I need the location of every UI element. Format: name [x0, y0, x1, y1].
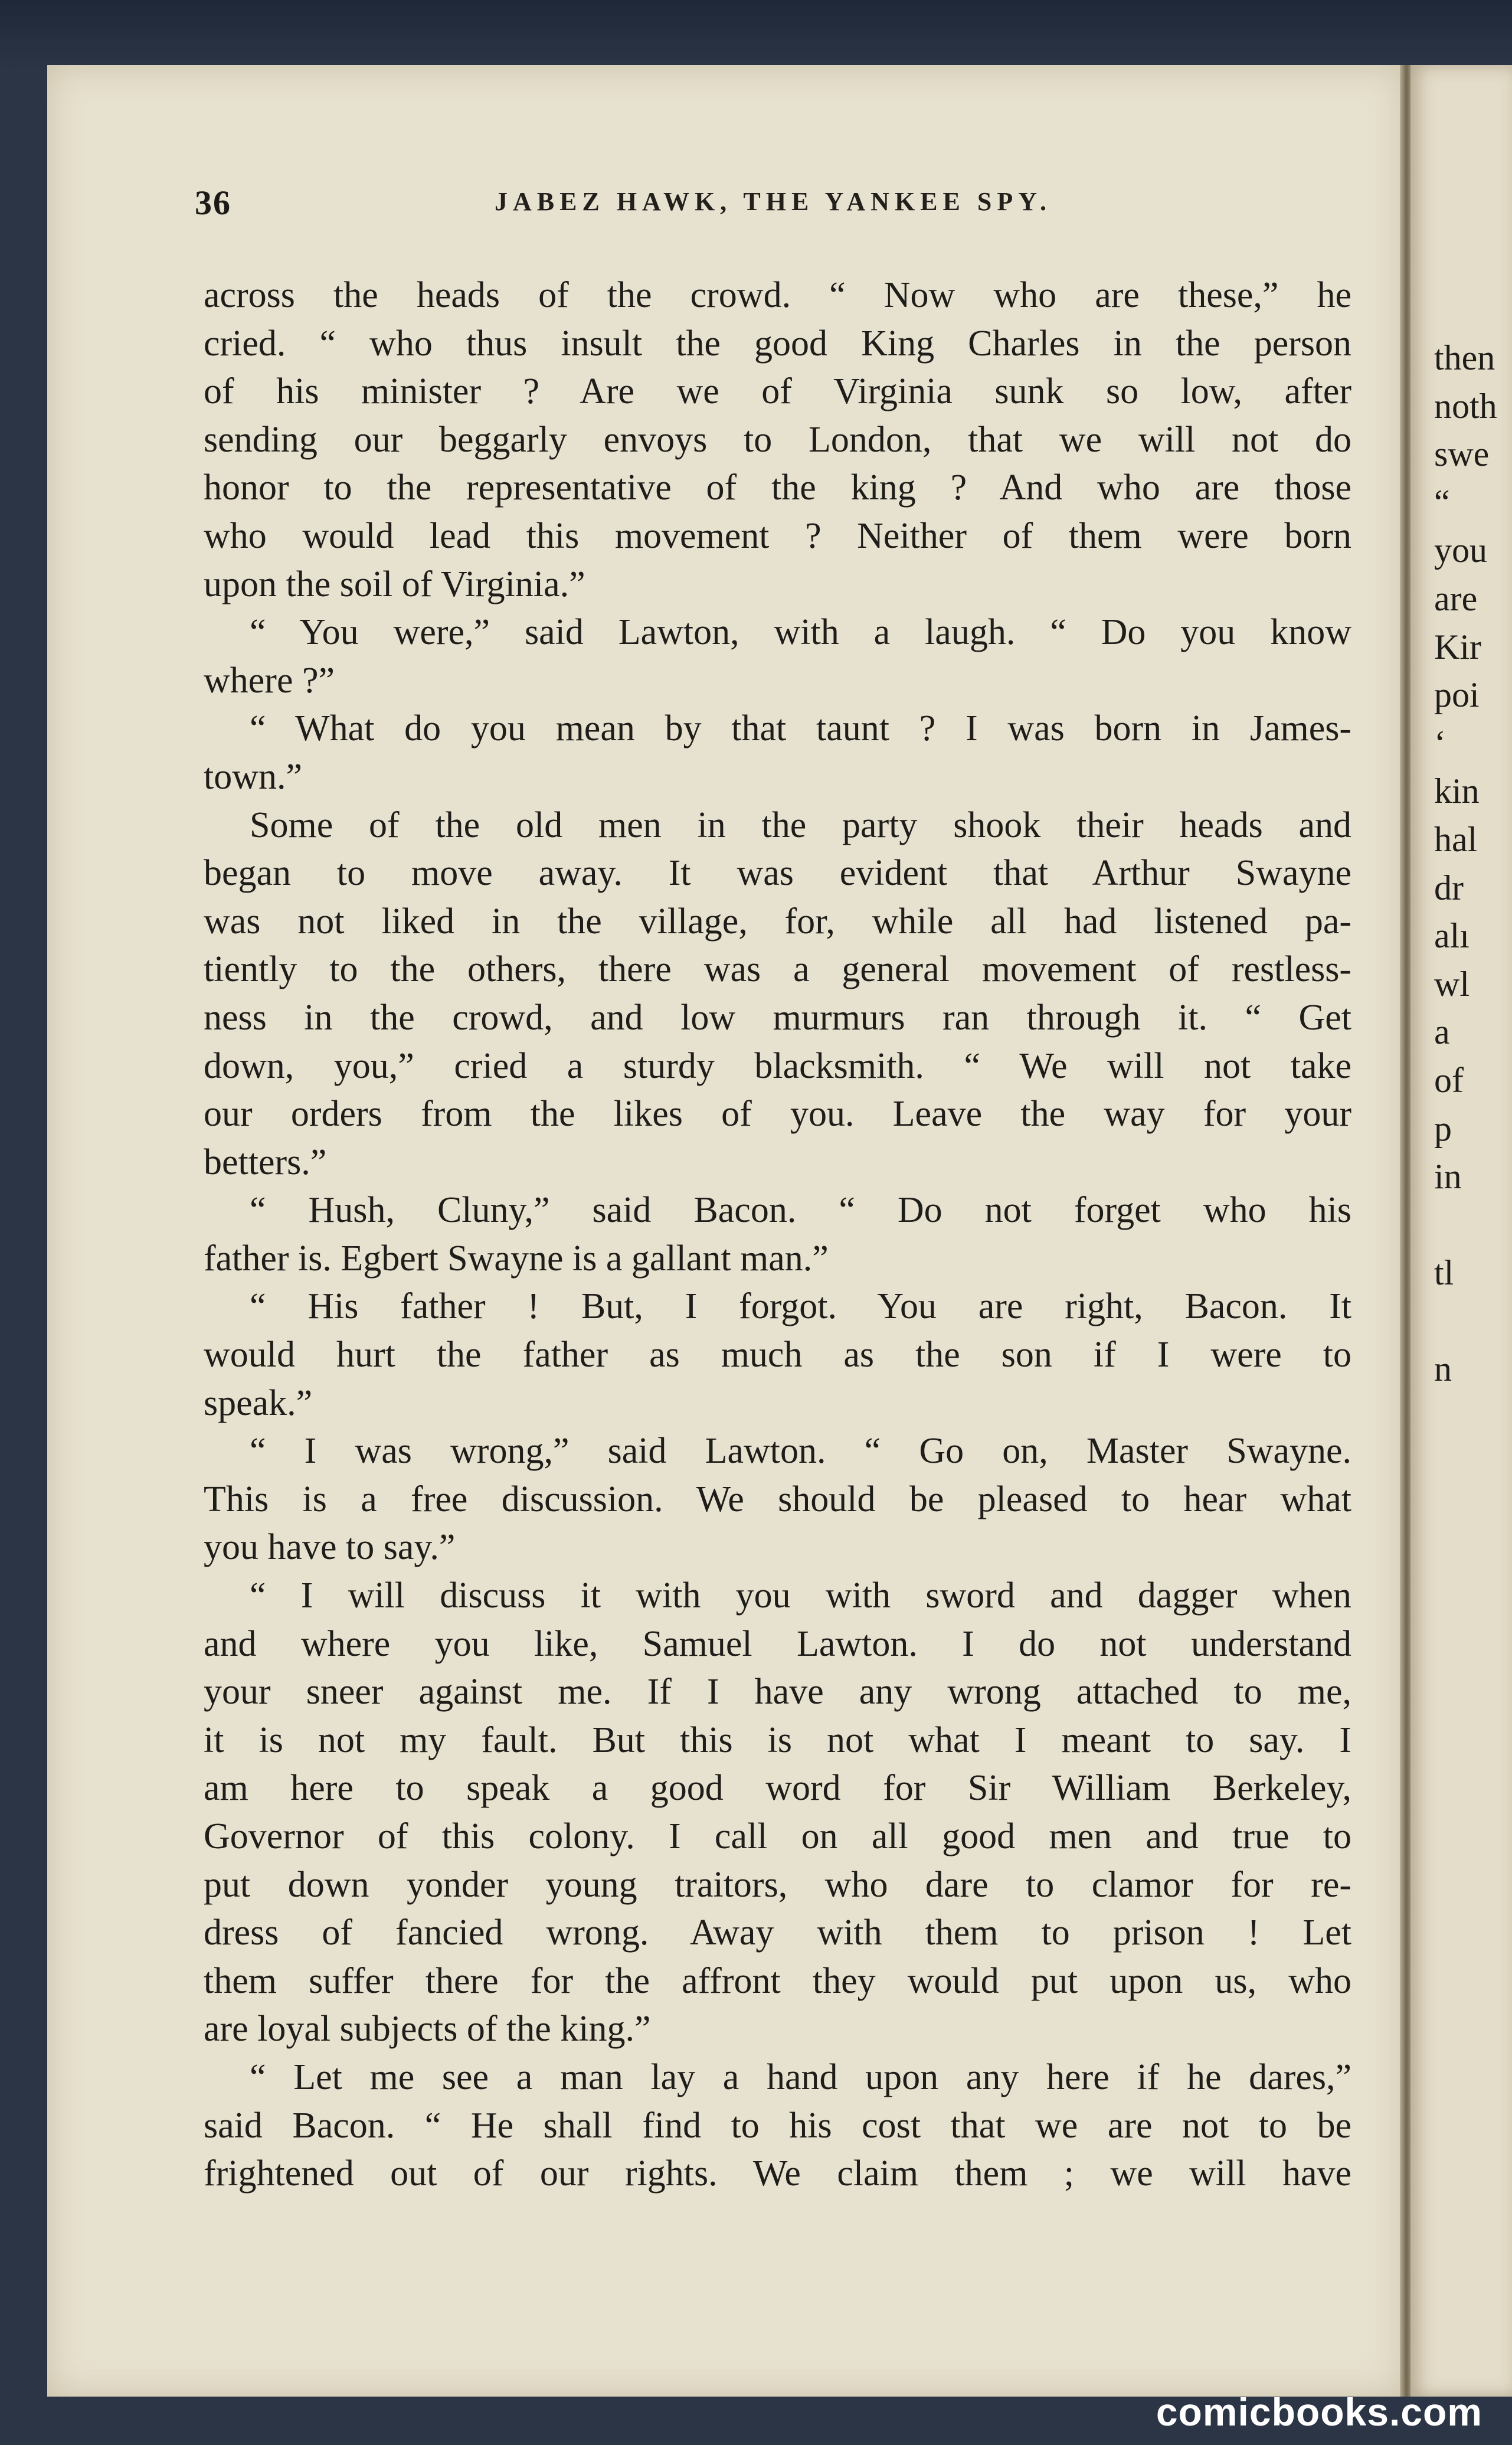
text-line: our orders from the likes of you. Leave the way for your [204, 1094, 1351, 1135]
adjacent-text-fragment [1434, 2068, 1512, 2116]
adjacent-text-fragment [1434, 1875, 1512, 1924]
adjacent-text-fragment [1434, 1683, 1512, 1731]
adjacent-text-fragment: then [1434, 338, 1495, 377]
adjacent-page-text [1434, 334, 1512, 2261]
adjacent-text-fragment: “ [1434, 482, 1450, 522]
text-line: “ His father ! But, I forgot. You are right, Bacon. It [250, 1286, 1351, 1327]
watermark: comicbooks.com [1156, 2390, 1482, 2434]
text-line: “ You were,” said Lawton, with a laugh. “ Do you know [250, 612, 1351, 653]
adjacent-text-fragment: hal [1434, 819, 1478, 859]
text-line: said Bacon. “ He shall find to his cost that we are not to be [204, 2105, 1351, 2146]
adjacent-text-fragment [1434, 1394, 1512, 1442]
text-line: town.” [204, 756, 303, 797]
adjacent-text-fragment: p [1434, 1109, 1452, 1148]
text-line: your sneer against me. If I have any wrong attached to me, [204, 1672, 1351, 1712]
text-line: “ Hush, Cluny,” said Bacon. “ Do not forget who his [250, 1190, 1351, 1231]
adjacent-text-fragment [1434, 2116, 1512, 2165]
text-line: “ I was wrong,” said Lawton. “ Go on, Master Swayne. [250, 1431, 1351, 1472]
text-line: would hurt the father as much as the son if I were to [204, 1335, 1351, 1375]
adjacent-text-fragment [1434, 1924, 1512, 1972]
text-line: honor to the representative of the king ? And who are those [204, 468, 1351, 508]
adjacent-text-fragment [1434, 1731, 1512, 1779]
text-line: tiently to the others, there was a general movement of restless- [204, 949, 1351, 990]
adjacent-text-fragment: you [1434, 531, 1487, 570]
running-title: JABEZ HAWK, THE YANKEE SPY. [495, 187, 1052, 216]
text-line: you have to say.” [204, 1527, 456, 1568]
body-text [204, 272, 1351, 2198]
adjacent-text-fragment [1434, 1586, 1512, 1635]
adjacent-text-fragment: wl [1434, 964, 1470, 1004]
text-line: of his minister ? Are we of Virginia sunk so low, after [204, 371, 1351, 412]
adjacent-text-fragment: Kir [1434, 627, 1481, 666]
adjacent-text-fragment [1434, 1538, 1512, 1587]
text-line: This is a free discussion. We should be pleased to hear what [204, 1479, 1351, 1519]
adjacent-text-fragment [1434, 2020, 1512, 2068]
text-line: dress of fancied wrong. Away with them to prison ! Let [204, 1913, 1351, 1953]
adjacent-page [1410, 65, 1512, 2397]
adjacent-text-fragment: alı [1434, 916, 1470, 956]
adjacent-text-fragment: ‘ [1434, 723, 1446, 763]
text-line: ness in the crowd, and low murmurs ran through it. “ Get [204, 997, 1351, 1038]
adjacent-text-fragment [1434, 1201, 1512, 1250]
text-line: Some of the old men in the party shook their heads and [250, 805, 1351, 845]
text-line: betters.” [204, 1142, 327, 1182]
adjacent-text-fragment: of [1434, 1060, 1464, 1100]
text-line: “ I will discuss it with you with sword and dagger when [250, 1575, 1351, 1616]
text-line: who would lead this movement ? Neither of them were born [204, 515, 1351, 556]
background-edge [0, 0, 1512, 71]
text-line: across the heads of the crowd. “ Now who are these,” he [204, 275, 1351, 315]
adjacent-text-fragment: kin [1434, 772, 1480, 811]
text-line: it is not my fault. But this is not what I meant to say. I [204, 1720, 1351, 1760]
adjacent-text-fragment: poi [1434, 675, 1480, 715]
text-line: speak.” [204, 1382, 313, 1423]
text-line: sending our beggarly envoys to London, that we will not do [204, 419, 1351, 460]
adjacent-text-fragment: are [1434, 578, 1478, 618]
adjacent-text-fragment: n [1434, 1349, 1452, 1389]
adjacent-text-fragment [1434, 2165, 1512, 2213]
text-line: and where you like, Samuel Lawton. I do not understand [204, 1623, 1351, 1664]
text-line: was not liked in the village, for, while all had listened pa- [204, 901, 1351, 942]
text-line: are loyal subjects of the king.” [204, 2009, 651, 2050]
text-line: upon the soil of Virginia.” [204, 564, 585, 604]
text-line: cried. “ who thus insult the good King Charles in the person [204, 323, 1351, 364]
text-line: began to move away. It was evident that Arthur Swayne [204, 853, 1351, 894]
text-line: where ?” [204, 660, 335, 701]
adjacent-text-fragment [1434, 1779, 1512, 1828]
adjacent-text-fragment: dr [1434, 868, 1464, 907]
adjacent-text-fragment [1434, 1442, 1512, 1490]
text-line: “ Let me see a man lay a hand upon any here if he dares,” [250, 2057, 1351, 2097]
adjacent-text-fragment [1434, 1827, 1512, 1875]
adjacent-text-fragment [1434, 1297, 1512, 1346]
adjacent-text-fragment: a [1434, 1012, 1450, 1052]
text-line: them suffer there for the affront they would put upon us, who [204, 1960, 1351, 2001]
adjacent-text-fragment: tl [1434, 1253, 1454, 1293]
text-line: “ What do you mean by that taunt ? I was born in James- [250, 708, 1351, 749]
adjacent-text-fragment [1434, 1972, 1512, 2020]
adjacent-text-fragment: swe [1434, 434, 1490, 474]
text-line: down, you,” cried a sturdy blacksmith. “ We will not take [204, 1045, 1351, 1086]
text-line: frightened out of our rights. We claim them ; we will have [204, 2153, 1351, 2194]
page-number: 36 [195, 184, 231, 222]
text-line: put down yonder young traitors, who dare to clamor for re- [204, 1864, 1351, 1905]
text-line: father is. Egbert Swayne is a gallant man.” [204, 1238, 829, 1279]
adjacent-text-fragment [1434, 2212, 1512, 2261]
text-line: am here to speak a good word for Sir William Berkeley, [204, 1768, 1351, 1809]
adjacent-text-fragment [1434, 1490, 1512, 1538]
running-header [195, 183, 1351, 230]
adjacent-text-fragment: in [1434, 1157, 1462, 1197]
adjacent-text-fragment: noth [1434, 386, 1497, 426]
text-line: Governor of this colony. I call on all good men and true to [204, 1816, 1351, 1856]
adjacent-text-fragment [1434, 1635, 1512, 1683]
